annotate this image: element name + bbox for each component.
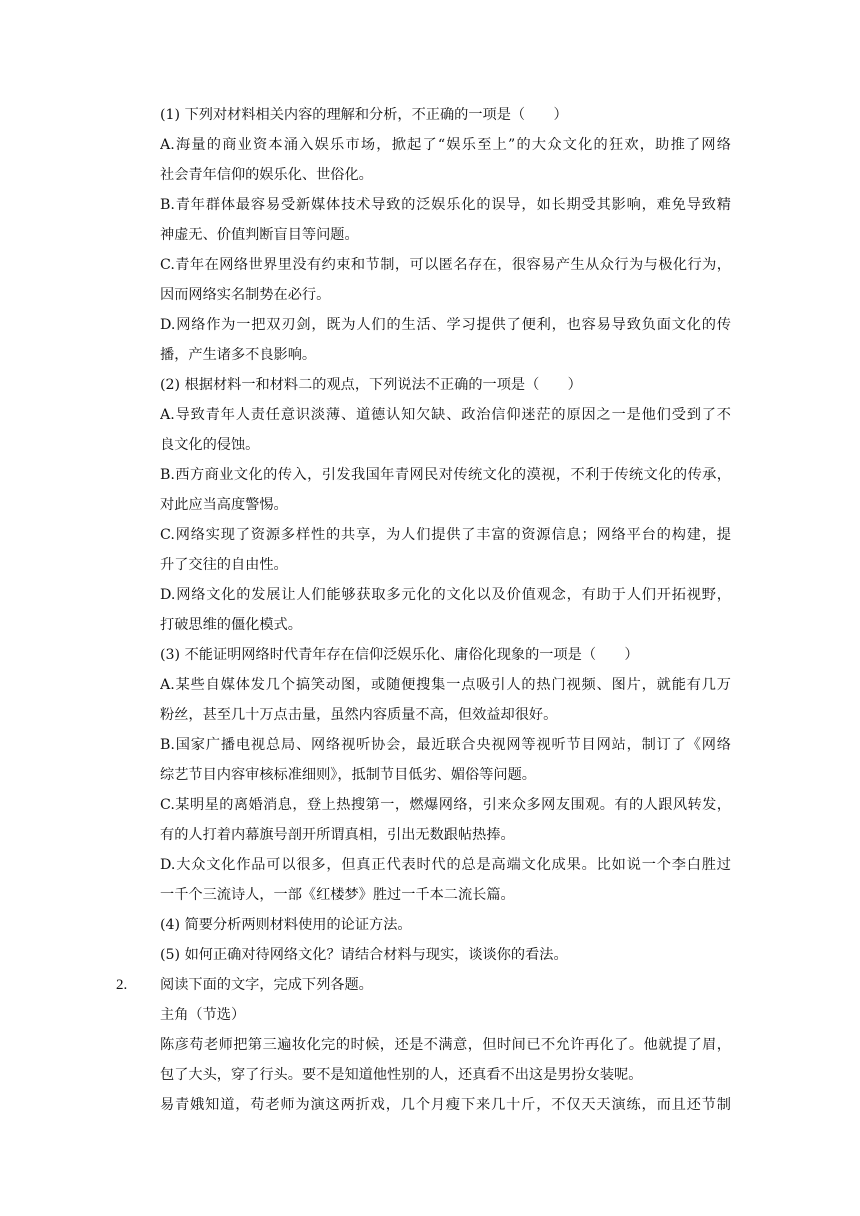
q2-option-a-line-2: 良文化的侵蚀。 bbox=[160, 437, 260, 453]
question-2 bbox=[116, 970, 731, 1000]
q2-option-c-line-2: 升了交往的自由性。 bbox=[160, 557, 288, 573]
question-2-instruction: 阅读下面的文字，完成下列各题。 bbox=[160, 977, 373, 993]
q2-stem: (2) 根据材料一和材料二的观点，下列说法不正确的一项是（ ） bbox=[160, 377, 582, 393]
q2-option-b-line-1: B.西方商业文化的传入，引发我国年青网民对传统文化的漠视，不利于传统文化的传承， bbox=[160, 467, 731, 483]
q5-text: (5) 如何正确对待网络文化？请结合材料与现实，谈谈你的看法。 bbox=[160, 947, 568, 963]
q2-option-a-line-1: A.导致青年人责任意识淡薄、道德认知欠缺、政治信仰迷茫的原因之一是他们受到了不 bbox=[160, 407, 731, 423]
q3-option-d-line-2: 一千个三流诗人，一部《红楼梦》胜过一千本二流长篇。 bbox=[160, 887, 515, 903]
q3-option-c-line-1: C.某明星的离婚消息，登上热搜第一，燃爆网络，引来众多网友围观。有的人跟风转发， bbox=[160, 797, 731, 813]
q2-option-c-line-1: C.网络实现了资源多样性的共享，为人们提供了丰富的资源信息；网络平台的构建，提 bbox=[160, 527, 731, 543]
q1-option-a-line-2: 社会青年信仰的娱乐化、世俗化。 bbox=[160, 167, 373, 183]
question-2-number: 2. bbox=[116, 977, 128, 993]
passage-title: 主角（节选） bbox=[160, 1007, 246, 1023]
q4-text: (4) 简要分析两则材料使用的论证方法。 bbox=[160, 917, 412, 933]
q3-option-b-line-1: B.国家广播电视总局、网络视听协会，最近联合央视网等视听节目网站，制订了《网络 bbox=[160, 737, 731, 753]
content bbox=[116, 100, 731, 1120]
q3-option-d-line-1: D.大众文化作品可以很多，但真正代表时代的总是高端文化成果。比如说一个李白胜过 bbox=[160, 857, 731, 873]
q1-option-c-line-2: 因而网络实名制势在必行。 bbox=[160, 287, 331, 303]
passage-paragraph-1-line-2: 包了大头，穿了行头。要不是知道他性别的人，还真看不出这是男扮女装呢。 bbox=[160, 1067, 643, 1083]
passage-paragraph-2-line-1: 易青娥知道，苟老师为演这两折戏，几个月瘦下来几十斤，不仅天天演练，而且还节制 bbox=[160, 1097, 731, 1113]
q1-option-b-line-1: B.青年群体最容易受新媒体技术导致的泛娱乐化的误导，如长期受其影响，难免导致精 bbox=[160, 197, 731, 213]
q3-option-b-line-2: 综艺节目内容审核标准细则》，抵制节目低劣、媚俗等问题。 bbox=[160, 767, 536, 783]
q1-option-b-line-2: 神虚无、价值判断盲目等问题。 bbox=[160, 227, 359, 243]
q1-option-c-line-1: C.青年在网络世界里没有约束和节制，可以匿名存在，很容易产生从众行为与极化行为， bbox=[160, 257, 731, 273]
q1-option-a-line-1: A.海量的商业资本涌入娱乐市场，掀起了“娱乐至上”的大众文化的狂欢，助推了网络 bbox=[160, 137, 731, 153]
passage-paragraph-1-line-1: 陈彦苟老师把第三遍妆化完的时候，还是不满意，但时间已不允许再化了。他就提了眉， bbox=[160, 1037, 731, 1053]
q2-option-b-line-2: 对此应当高度警惕。 bbox=[160, 497, 288, 513]
q1-stem: (1) 下列对材料相关内容的理解和分析，不正确的一项是（ ） bbox=[160, 107, 568, 123]
q1-option-d-line-1: D.网络作为一把双刃剑，既为人们的生活、学习提供了便利，也容易导致负面文化的传 bbox=[160, 317, 731, 333]
q2-option-d-line-1: D.网络文化的发展让人们能够获取多元化的文化以及价值观念，有助于人们开拓视野， bbox=[160, 587, 731, 603]
q3-option-c-line-2: 有的人打着内幕旗号剖开所谓真相，引出无数跟帖热捧。 bbox=[160, 827, 515, 843]
q3-option-a-line-1: A.某些自媒体发几个搞笑动图，或随便搜集一点吸引人的热门视频、图片，就能有几万 bbox=[160, 677, 731, 693]
q3-option-a-line-2: 粉丝，甚至几十万点击量，虽然内容质量不高，但效益却很好。 bbox=[160, 707, 558, 723]
q2-option-d-line-2: 打破思维的僵化模式。 bbox=[160, 617, 302, 633]
q3-stem: (3) 不能证明网络时代青年存在信仰泛娱乐化、庸俗化现象的一项是（ ） bbox=[160, 647, 639, 663]
q1-option-d-line-2: 播，产生诸多不良影响。 bbox=[160, 347, 317, 363]
